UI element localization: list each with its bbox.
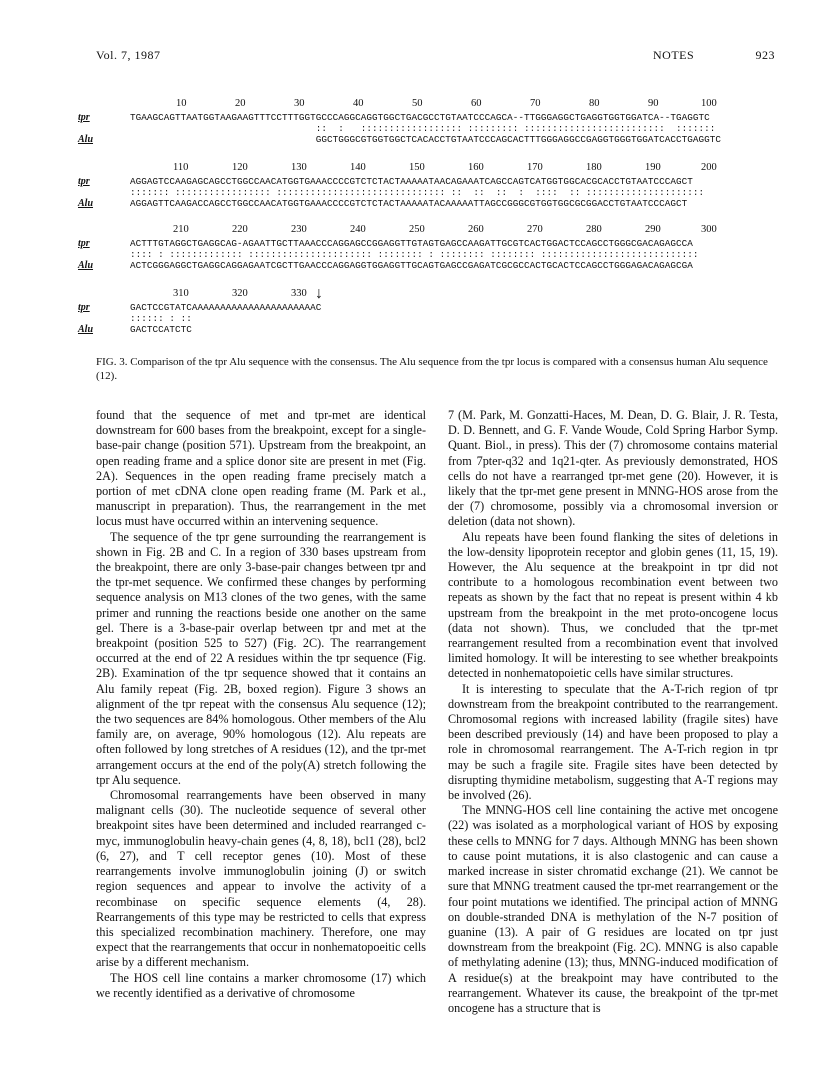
tpr-sequence: GACTCCGTATCAAAAAAAAAAAAAAAAAAAAAAC xyxy=(130,302,322,313)
paragraph: found that the sequence of met and tpr-met are identical downstream for 600 bases from the breakpoint, except for a single-base-pair change (position 571). Upstream from the breakpoint, an open reading frame and a splice donor site are present in met (Fig. 2A). Sequences in the open reading frame precisely match a portion of met cDNA clone open reading frame (M. Park et al., manuscript in preparation). Thus, the rearrangement in the met locus must have occurred within an intervening sequence. xyxy=(96,408,426,529)
tick-label: 160 xyxy=(468,162,484,173)
tick-label: 70 xyxy=(530,98,541,109)
alignment-block-4 xyxy=(78,285,778,335)
tick-label: 280 xyxy=(586,224,602,235)
running-head-journal: Vol. 7, 1987 xyxy=(96,48,161,62)
running-head-right xyxy=(653,48,775,63)
tick-label: 270 xyxy=(527,224,543,235)
tick-label: 20 xyxy=(235,98,246,109)
tick-label: 220 xyxy=(232,224,248,235)
paragraph: 7 (M. Park, M. Gonzatti-Haces, M. Dean, D. G. Blair, J. R. Testa, D. D. Bennett, and G. F. Vande Woude, Cold Spring Harbor Symp. Quant. Biol., in press). This der (7) chromosome contains material from 7pter-q32 and 1q21-qter. As previously demonstrated, HOS cells do not have a rearranged tpr-met gene (20). However, it is likely that the tpr-met gene present in MNNG-HOS arose from the der (7) chromosome, possibly via a chromosomal inversion or deletion (data not shown). xyxy=(448,408,778,529)
tick-label: 40 xyxy=(353,98,364,109)
tick-label: 90 xyxy=(648,98,659,109)
section-name: NOTES xyxy=(653,48,695,62)
tick-label: 250 xyxy=(409,224,425,235)
paragraph: The HOS cell line contains a marker chromosome (17) which we recently identified as a derivative of chromosome xyxy=(96,970,426,1000)
tick-label: 190 xyxy=(645,162,661,173)
tpr-label: tpr xyxy=(78,176,90,187)
paragraph: The MNNG-HOS cell line containing the active met oncogene (22) was isolated as a morphological variant of HOS by exposing these cells to MNNG for 7 days. Although MNNG has been shown to cause point mutations, it is also clastogenic and can cause a marked increase in sister chromatid exchange (21). We cannot be sure that MNNG treatment caused the tpr-met rearrangement or the four point mutations we identified. The principal action of MNNG on double-stranded DNA is methylation of the N-7 position of guanine (13). A pair of G residues are located on tpr just downstream from the breakpoint (Fig. 2C). MNNG is also capable of methylating adenine (13); thus, MNNG-induced modification of A residue(s) at the breakpoint may have contributed to the rearrangement. Whatever its cause, the breakpoint of the tpr-met oncogene has a structure that is xyxy=(448,803,778,1015)
tick-label: 180 xyxy=(586,162,602,173)
tpr-sequence: AGGAGTCCAAGAGCAGCCTGGCCAACATGGTGAAACCCCGTCTCTACTAAAAATAACAGAAATCAGCCAGTCATGGTGGCACGCACCTGTAATCCCAGCT xyxy=(130,176,693,187)
paragraph: The sequence of the tpr gene surrounding the rearrangement is shown in Fig. 2B and C. In a region of 330 bases upstream from the breakpoint, there are only 3-base-pair changes between tpr and the tpr-met sequence. We confirmed these changes by performing sequence analysis on M13 clones of the two genes, with the same primer and running the reactions beside one another on the same gel. There is a 3-base-pair overlap between tpr and met at the breakpoint (position 525 to 527) (Fig. 2C). The rearrangement occurred at the end of 22 A residues within the tpr sequence (Fig. 2B). Examination of the tpr sequence showed that it contains an Alu family repeat (Fig. 2B, boxed region). Figure 3 shows an alignment of the tpr repeat with the consensus Alu sequence (12); the two sequences are 84% homologous. Other members of the Alu family are, on average, 90% homologous (12). Alu repeats are often followed by long stretches of A residues (12), and the tpr-met arrangement occurs at the end of the poly(A) stretch following the tpr Alu sequence. xyxy=(96,529,426,787)
tpr-sequence: TGAAGCAGTTAATGGTAAGAAGTTTCCTTTGGTGCCCAGGCAGGTGGCTGACGCCTGTAATCCCAGCA--TTGGGAGGCTGAGGTGGTGGATCA--TGAGGTC xyxy=(130,112,710,123)
tpr-label: tpr xyxy=(78,238,90,249)
position-ticks xyxy=(78,224,778,236)
tick-label: 150 xyxy=(409,162,425,173)
alu-label: Alu xyxy=(78,198,94,209)
tick-label: 130 xyxy=(291,162,307,173)
tick-label: 30 xyxy=(294,98,305,109)
tick-label: 330 xyxy=(291,288,307,299)
tick-label: 260 xyxy=(468,224,484,235)
tick-label: 240 xyxy=(350,224,366,235)
tick-label: 320 xyxy=(232,288,248,299)
alignment-block-2 xyxy=(78,162,778,209)
page-number: 923 xyxy=(755,48,775,62)
right-column xyxy=(448,408,778,1016)
tick-label: 170 xyxy=(527,162,543,173)
tick-label: 60 xyxy=(471,98,482,109)
match-line: ::::::: ::::::::::::::::: :::::::::::::::::::::::::::::: :: :: :: : :::: :: ::::::::::::::::::::: xyxy=(130,187,705,198)
tick-label: 300 xyxy=(701,224,717,235)
tpr-label: tpr xyxy=(78,112,90,123)
tick-label: 10 xyxy=(176,98,187,109)
match-line: :: : :::::::::::::::::: ::::::::: ::::::::::::::::::::::::: ::::::: xyxy=(130,123,722,134)
position-ticks xyxy=(78,285,778,302)
tick-label: 140 xyxy=(350,162,366,173)
alu-label: Alu xyxy=(78,134,94,145)
match-line: :::::: : :: xyxy=(130,313,192,324)
tick-label: 200 xyxy=(701,162,717,173)
alignment-block-1 xyxy=(78,98,778,145)
tick-label: 290 xyxy=(645,224,661,235)
tpr-label: tpr xyxy=(78,302,90,313)
tick-label: 110 xyxy=(173,162,189,173)
tpr-sequence: ACTTTGTAGGCTGAGGCAG-AGAATTGCTTAAACCCAGGAGCCGGAGGTTGTAGTGAGCCAAGATTGCGTCACTGGACTCCAGCCTGGGCGACAGAGCCA xyxy=(130,238,693,249)
paragraph: Alu repeats have been found flanking the sites of deletions in the low-density lipoprotein receptor and globin genes (11, 15, 19). However, the Alu sequence at the breakpoint in tpr did not contribute to a homologous recombination event between two repeats as shown by the fact that no repeat is present within 4 kb upstream from the breakpoint in the met proto-oncogene locus (data not shown). Thus, we concluded that the tpr-met rearrangement resulted from a recombination event that involved limited homology. It will be interesting to see whether breakpoints detected in nonhematopoietic cells have similar structures. xyxy=(448,529,778,681)
alu-label: Alu xyxy=(78,260,94,271)
alu-label: Alu xyxy=(78,324,94,335)
alu-sequence: GGCTGGGCGTGGTGGCTCACACCTGTAATCCCAGCACTTTGGGAGGCCGAGGTGGGTGGATCACCTGAGGTC xyxy=(130,134,722,145)
alu-sequence: AGGAGTTCAAGACCAGCCTGGCCAACATGGTGAAACCCCGTCTCTACTAAAAATACAAAAATTAGCCGGGCGTGGTGGCGCGGACCTGTAATCCCAGCT xyxy=(130,198,688,209)
paragraph: It is interesting to speculate that the A-T-rich region of tpr downstream from the breakpoint contributed to the rearrangement. Chromosomal regions with increased lability (fragile sites) have been described previously (14) and have been proposed to play a role in chromosomal rearrangement. The A-T-rich region in tpr may be such a fragile site. Fragile sites have been detected by disrupting thymidine metabolism, suggesting that A-T regions may be involved (26). xyxy=(448,681,778,803)
tick-label: 80 xyxy=(589,98,600,109)
figure-caption: FIG. 3. Comparison of the tpr Alu sequence with the consensus. The Alu sequence from the tpr locus is compared with a consensus human Alu sequence (12). xyxy=(96,356,768,382)
alu-sequence: ACTCGGGAGGCTGAGGCAGGAGAATCGCTTGAACCCAGGAGGTGGAGGTTGCAGTGAGCCGAGATCGCGCCACTGCACTCCAGCCTGGGAGACAGAGCGA xyxy=(130,260,693,271)
tick-label: 50 xyxy=(412,98,423,109)
tick-label: 310 xyxy=(173,288,189,299)
alignment-block-3 xyxy=(78,224,778,271)
breakpoint-arrow-icon: ↓ xyxy=(315,285,323,302)
alu-sequence: GACTCCATCTC xyxy=(130,324,192,335)
tick-label: 120 xyxy=(232,162,248,173)
position-ticks xyxy=(78,162,778,174)
position-ticks xyxy=(78,98,778,110)
tick-label: 210 xyxy=(173,224,189,235)
tick-label: 230 xyxy=(291,224,307,235)
left-column xyxy=(96,408,426,1001)
tick-label: 100 xyxy=(701,98,717,109)
paragraph: Chromosomal rearrangements have been observed in many malignant cells (30). The nucleotide sequence of several other breakpoint sites have been determined and included rearranged c-myc, immunoglobulin heavy-chain genes (4, 8, 18), bcl1 (28), bcl2 (6, 27), and T cell receptor genes (10). Most of these rearrangements involve immunoglobulin joining (J) or switch region sequences and appear to involve the activity of a recombinase on specific sequence elements (4, 28). Rearrangements of this type may be restricted to cells that express this specialized recombination machinery. Therefore, one may expect that the rearrangements that occur in nonhematopoeitic cells arise by a different mechanism. xyxy=(96,788,426,970)
match-line: :::: : ::::::::::::: :::::::::::::::::::::: :::::::: : :::::::: :::::::: :::::::::::::::::::::::::::: xyxy=(130,249,699,260)
